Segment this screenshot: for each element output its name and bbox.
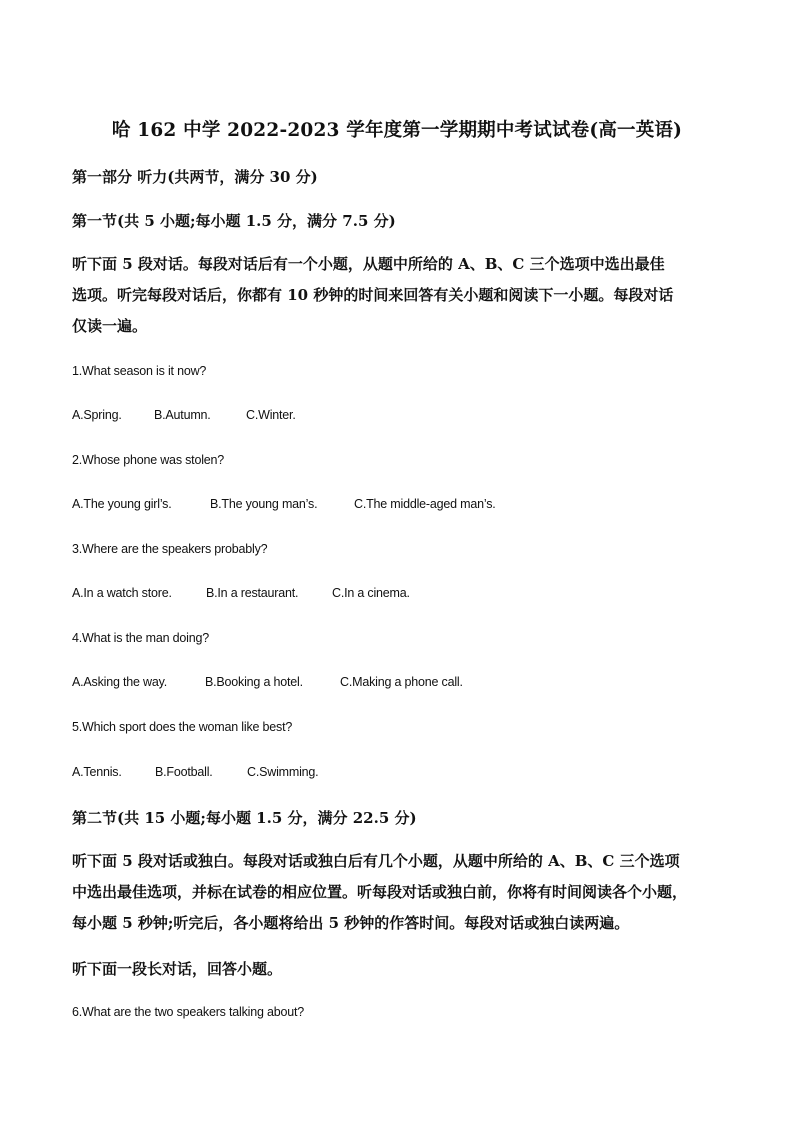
instruction-line: 仅读一遍。 [72,317,148,335]
section2-heading: 第二节(共 15 小题;每小题 1.5 分，满分 22.5 分) [72,809,417,827]
question-stem: 6.What are the two speakers talking about? [72,1005,305,1019]
question-options [72,675,463,689]
option-b: B.Booking a hotel. [205,675,303,689]
instruction-line: 听下面 5 段对话。每段对话后有一个小题，从题中所给的 A、B、C 三个选项中选出最佳 [72,255,665,273]
instruction-line: 听下面 5 段对话或独白。每段对话或独白后有几个小题，从题中所给的 A、B、C 三个选项 [72,852,680,870]
option-b: B.Autumn. [154,408,211,422]
option-c: C.Winter. [246,408,296,422]
question-options [72,586,410,600]
section2-instructions [72,846,727,939]
option-a: A.Spring. [72,408,122,422]
section1-heading: 第一节(共 5 小题;每小题 1.5 分，满分 7.5 分) [72,212,396,230]
instruction-line: 选项。听完每段对话后，你都有 10 秒钟的时间来回答有关小题和阅读下一小题。每段对话 [72,286,674,304]
option-b: B.The young man’s. [210,497,318,511]
option-a: A.Tennis. [72,765,122,779]
question-stem: 5.Which sport does the woman like best? [72,720,293,734]
page-title: 哈 162 中学 2022-2023 学年度第一学期期中考试试卷(高一英语) [111,120,683,141]
question-options [72,765,318,779]
question-stem: 2.Whose phone was stolen? [72,453,225,467]
option-c: C.Making a phone call. [340,675,463,689]
instruction-line: 中选出最佳选项，并标在试卷的相应位置。听每段对话或独白前，你将有时间阅读各个小题， [72,883,688,901]
section1-instructions [72,249,727,342]
instruction-line: 每小题 5 秒钟;听完后，各小题将给出 5 秒钟的作答时间。每段对话或独白读两遍。 [72,914,630,932]
option-b: B.Football. [155,765,213,779]
option-a: A.Asking the way. [72,675,168,689]
option-c: C.Swimming. [247,765,319,779]
question-stem: 4.What is the man doing? [72,631,209,645]
option-c: C.In a cinema. [332,586,410,600]
sub-instruction: 听下面一段长对话，回答小题。 [72,960,283,978]
question-stem: 1.What season is it now? [72,364,207,378]
question-stem: 3.Where are the speakers probably? [72,542,268,556]
question-options [72,497,496,511]
option-a: A.The young girl’s. [72,497,172,511]
option-a: A.In a watch store. [72,586,172,600]
option-c: C.The middle-aged man’s. [354,497,496,511]
question-options [72,408,296,422]
option-b: B.In a restaurant. [206,586,299,600]
part1-heading: 第一部分 听力(共两节，满分 30 分) [72,168,318,186]
